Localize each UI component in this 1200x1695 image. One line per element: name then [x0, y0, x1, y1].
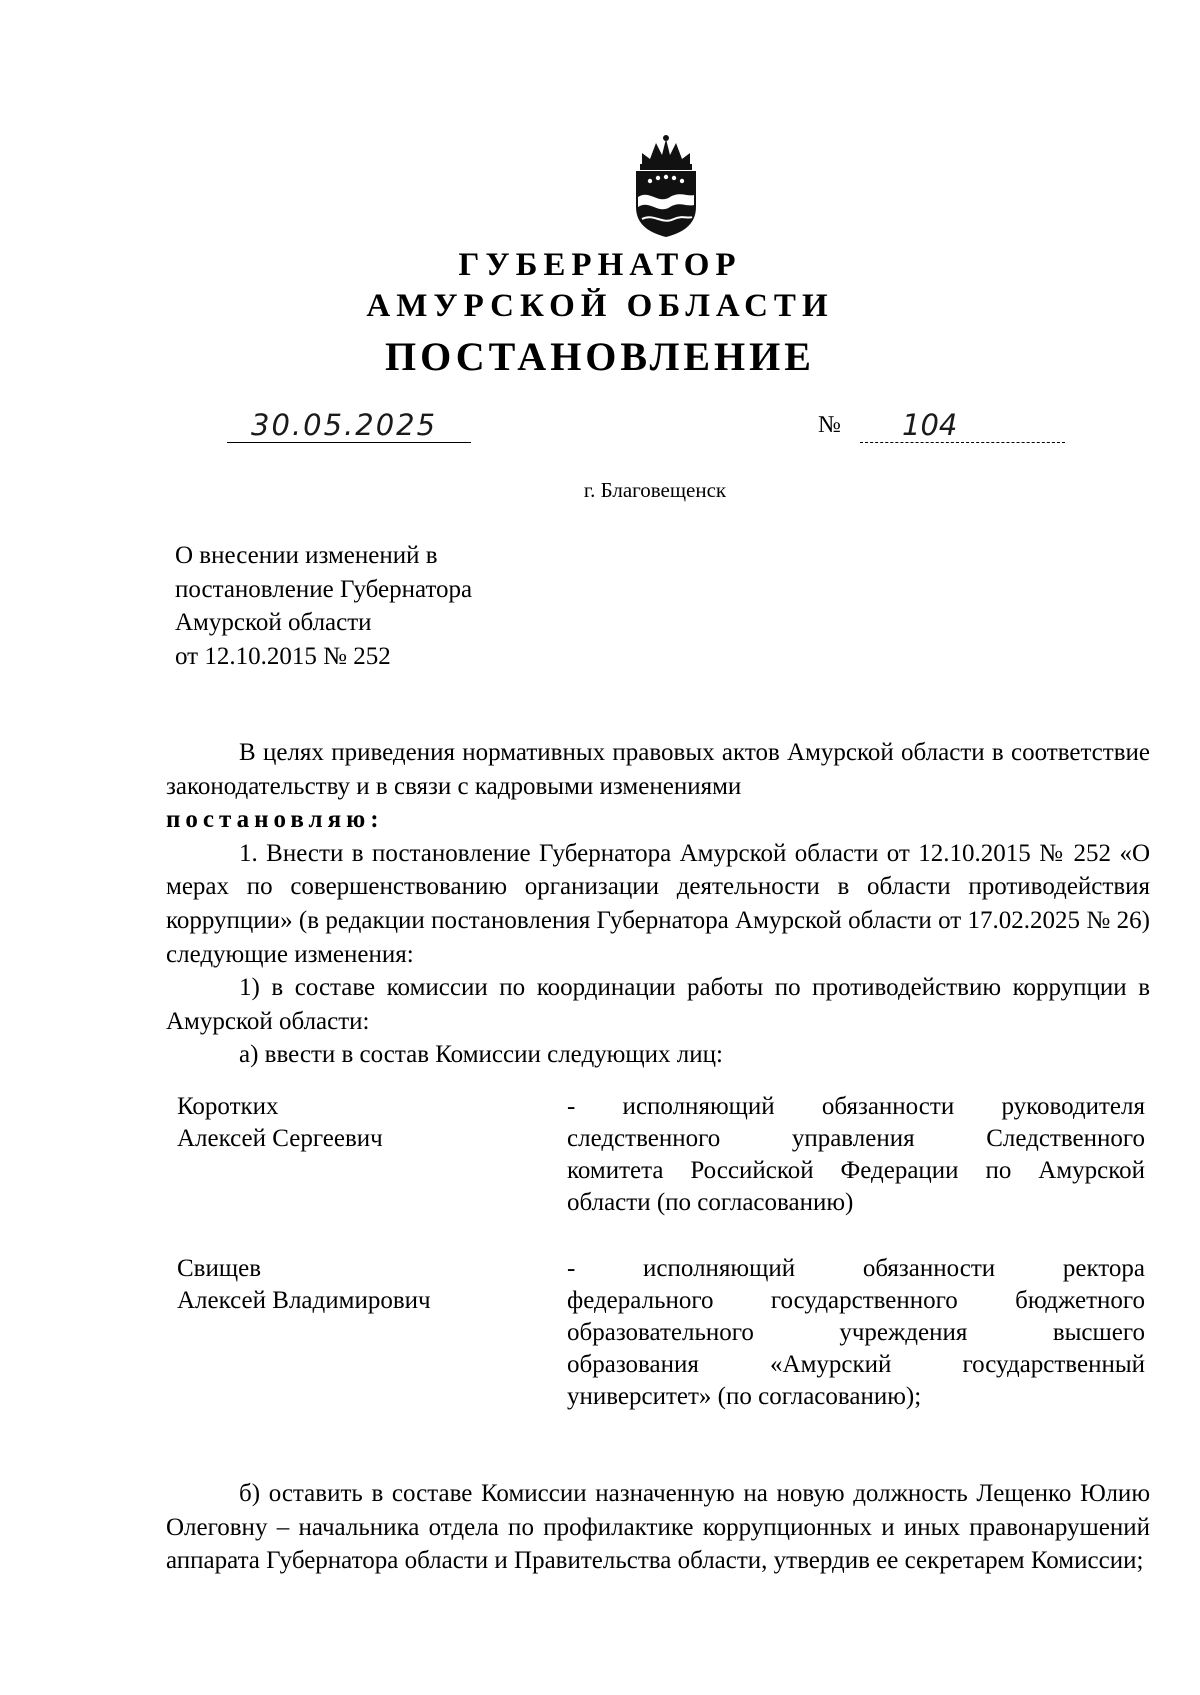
subitem-b-paragraph: б) оставить в составе Комиссии назначенную на новую должность Лещенко Юлию Олеговну – начальника отдела по профилактике коррупционных и иных правонарушений аппарата Губернатора области и Правительства области, утвердив ее секретарем Комиссии; — [166, 1480, 1150, 1575]
number-field — [860, 408, 1065, 443]
item-1-paragraph: 1. Внести в постановление Губернатора Амурской области от 12.10.2015 № 252 «О мерах по совершенствованию организации деятельности в области противодействия коррупции» (в редакции постановления Губернатора Амурской области от 17.02.2025 № 26) следующие изменения: — [166, 839, 1150, 968]
member-position — [567, 1253, 1145, 1413]
member-position-line: области (по согласованию) — [567, 1189, 854, 1216]
body-text — [166, 736, 1150, 1072]
header-region: АМУРСКОЙ ОБЛАСТИ — [366, 288, 834, 324]
member-surname: Коротких — [177, 1093, 279, 1120]
subject-line: постановление Губернатора — [175, 575, 473, 603]
member-position-line: образовательного учреждения высшего — [567, 1319, 1145, 1346]
member-surname: Свищев — [177, 1255, 262, 1282]
member-position-line: университет» (по согласованию); — [567, 1383, 922, 1410]
member-given-names: Алексей Владимирович — [177, 1287, 431, 1314]
resolve-word: постановляю: — [166, 806, 384, 834]
member-given-names: Алексей Сергеевич — [177, 1125, 383, 1152]
member-position-line: федерального государственного бюджетного — [567, 1287, 1145, 1314]
member-position-line: следственного управления Следственного — [567, 1125, 1145, 1152]
date-handwritten: 30.05.2025 — [251, 408, 438, 442]
body-text-continued — [166, 1477, 1150, 1578]
doc-type-title: ПОСТАНОВЛЕНИЕ — [385, 334, 815, 379]
member-position — [567, 1091, 1145, 1219]
member-position-line: комитета Российской Федерации по Амурской — [567, 1157, 1145, 1184]
subject-line: Амурской области — [175, 609, 372, 636]
date-field — [227, 408, 471, 443]
member-position-line: образования «Амурский государственный — [567, 1351, 1145, 1378]
subitem-a-paragraph: а) ввести в состав Комиссии следующих лиц: — [239, 1041, 723, 1069]
subject-line: от 12.10.2015 № 252 — [175, 642, 391, 670]
member-name — [177, 1091, 383, 1155]
subitem-1-paragraph: 1) в составе комиссии по координации работы по противодействию коррупции в Амурской области: — [166, 974, 1150, 1035]
member-name — [177, 1253, 431, 1317]
preamble-paragraph: В целях приведения нормативных правовых актов Амурской области в соответствие законодательству и в связи с кадровыми изменениями — [166, 739, 1150, 800]
member-position-line: - исполняющий обязанности руководителя — [567, 1093, 1145, 1120]
number-handwritten: 104 — [902, 408, 958, 442]
subject-line: О внесении изменений в — [175, 542, 438, 569]
member-position-line: - исполняющий обязанности ректора — [567, 1255, 1145, 1282]
header-governor: ГУБЕРНАТОР — [458, 247, 742, 283]
subject-block — [175, 539, 472, 673]
city-line: г. Благовещенск — [583, 478, 727, 502]
number-label: № — [818, 412, 841, 438]
amur-oblast-coat-of-arms-icon — [628, 135, 704, 239]
